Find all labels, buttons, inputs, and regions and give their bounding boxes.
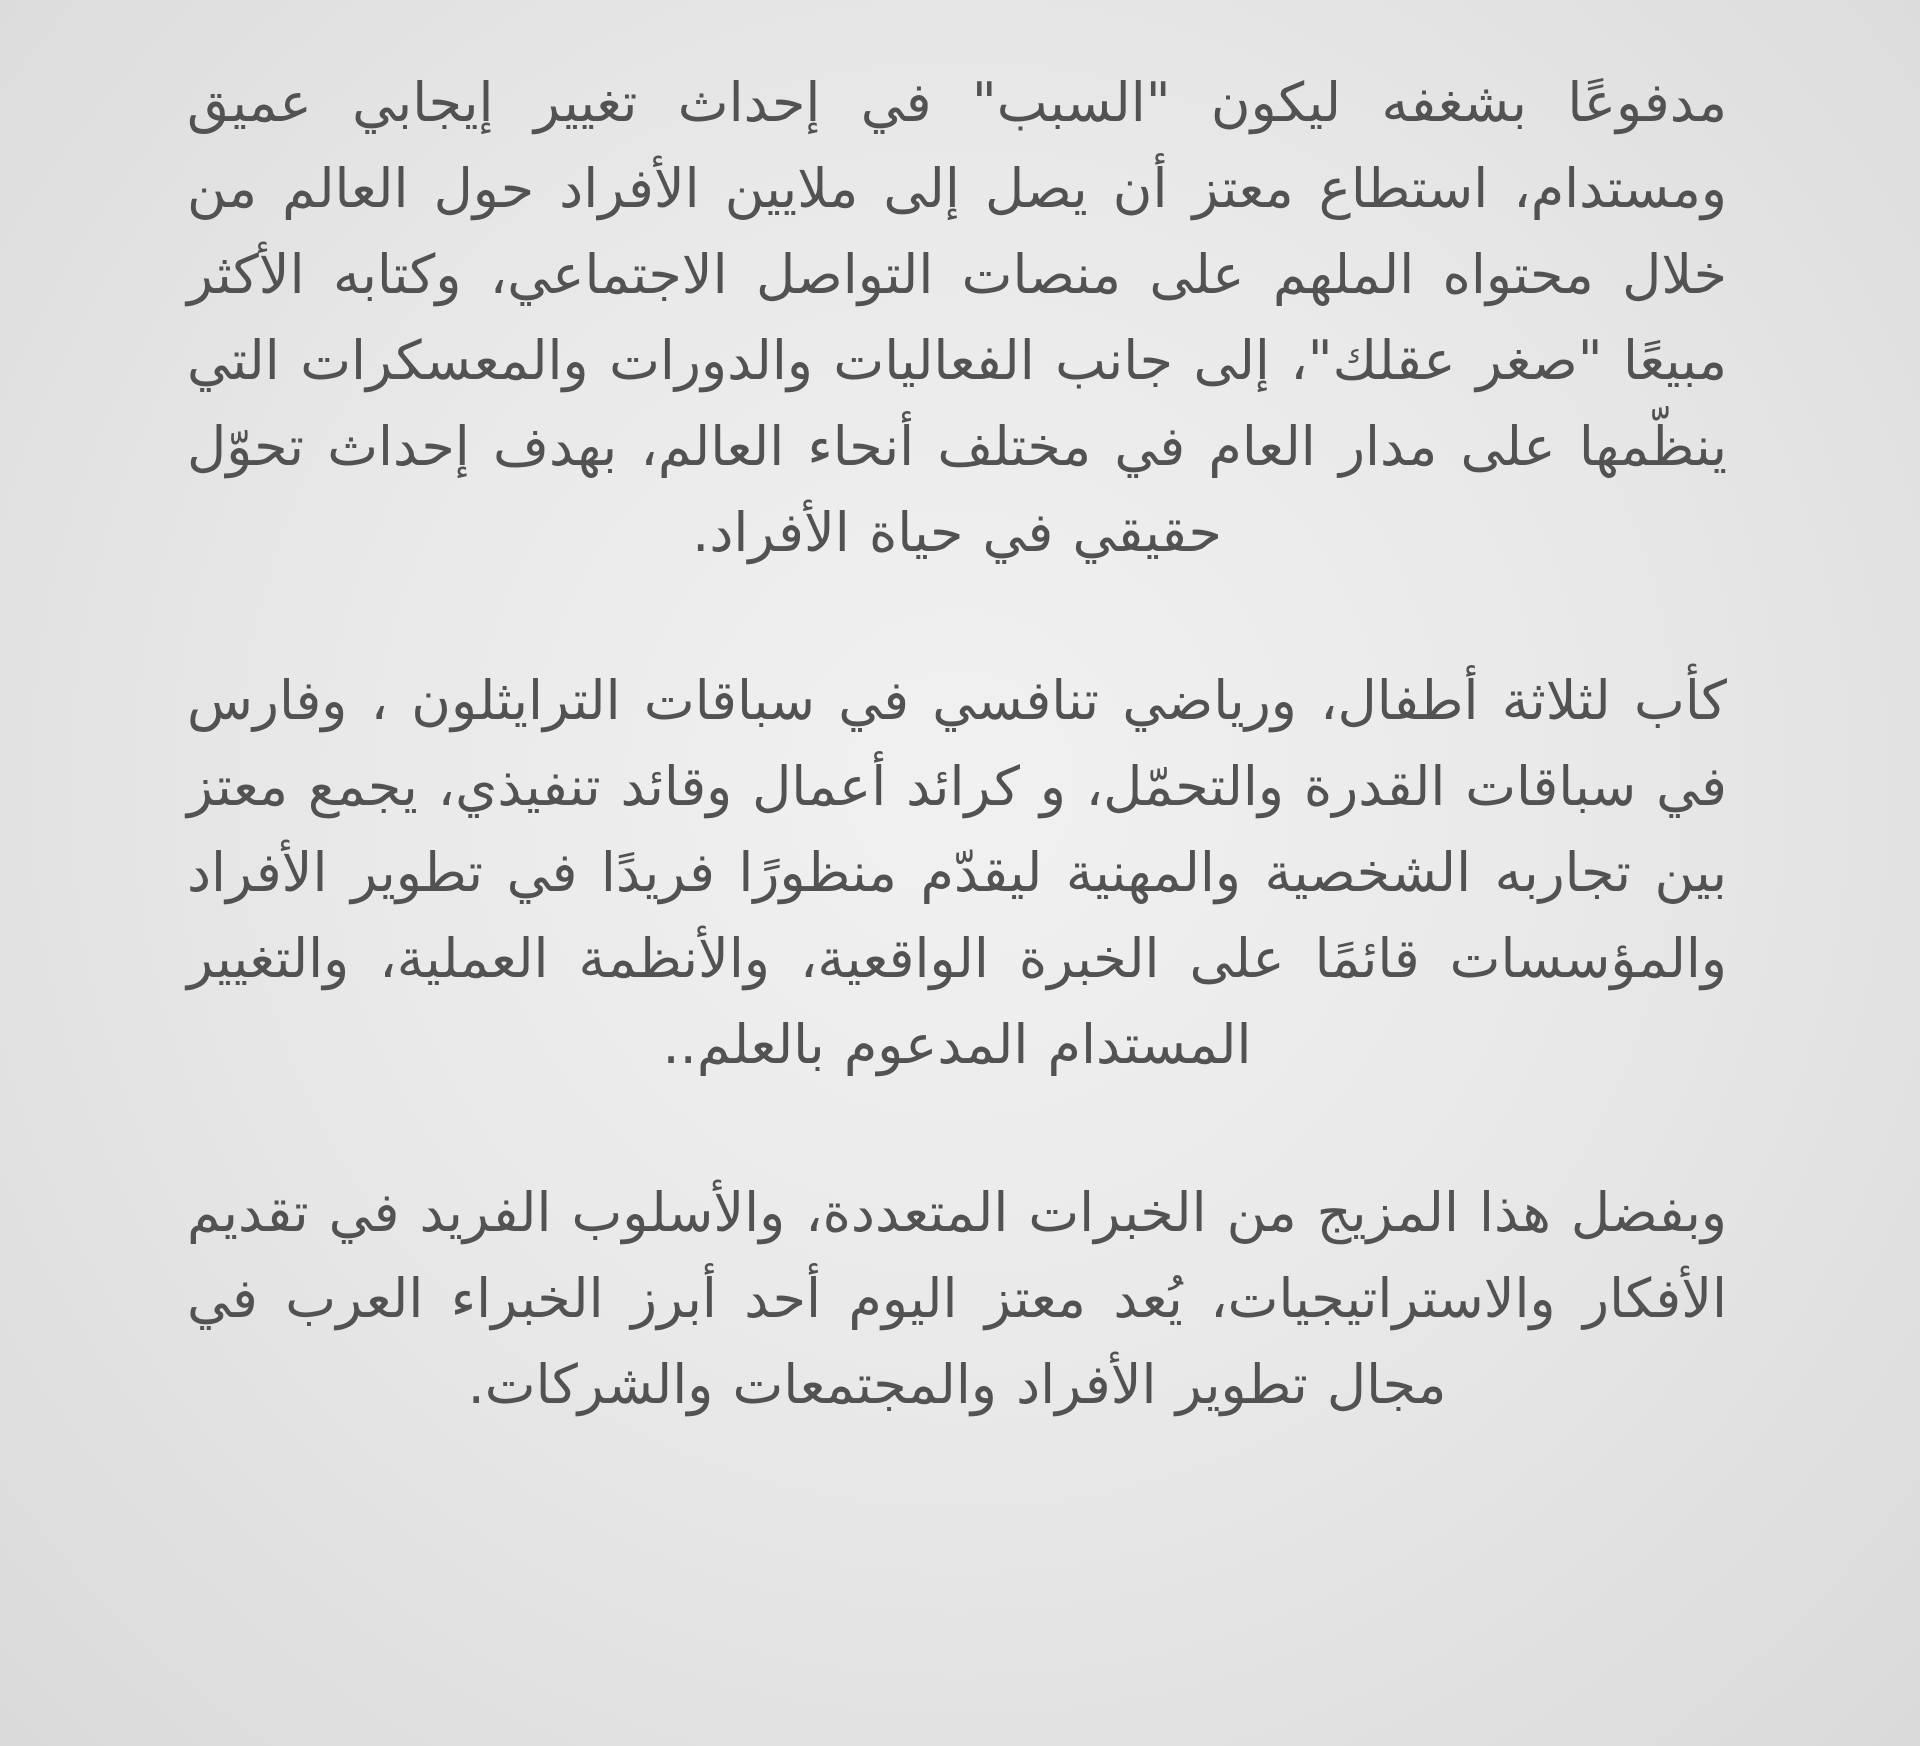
- paragraph-2: كأب لثلاثة أطفال، ورياضي تنافسي في سباقات الترايثلون ، وفارس في سباقات القدرة والتحمّل، و كرائد أعمال وقائد تنفيذي، يجمع معتز بين تجاربه الشخصية والمهنية ليقدّم منظورًا فريدًا في تطوير الأفراد والمؤسسات قائمًا على الخبرة الواقعية، والأنظمة العملية، والتغيير المستدام المدعوم بالعلم..: [187, 669, 1727, 1076]
- paragraph-3: وبفضل هذا المزيج من الخبرات المتعددة، والأسلوب الفريد في تقديم الأفكار والاستراتيجيات، يُعد معتز اليوم أحد أبرز الخبراء العرب في مجال تطوير الأفراد والمجتمعات والشركات.: [187, 1181, 1727, 1416]
- document-body: [187, 60, 1727, 1428]
- paragraph-1: مدفوعًا بشغفه ليكون "السبب" في إحداث تغيير إيجابي عميق ومستدام، استطاع معتز أن يصل إلى ملايين الأفراد حول العالم من خلال محتواه الملهم على منصات التواصل الاجتماعي، وكتابه الأكثر مبيعًا "صغر عقلك"، إلى جانب الفعاليات والدورات والمعسكرات التي ينظّمها على مدار العام في مختلف أنحاء العالم، بهدف إحداث تحوّل حقيقي في حياة الأفراد.: [187, 71, 1727, 564]
